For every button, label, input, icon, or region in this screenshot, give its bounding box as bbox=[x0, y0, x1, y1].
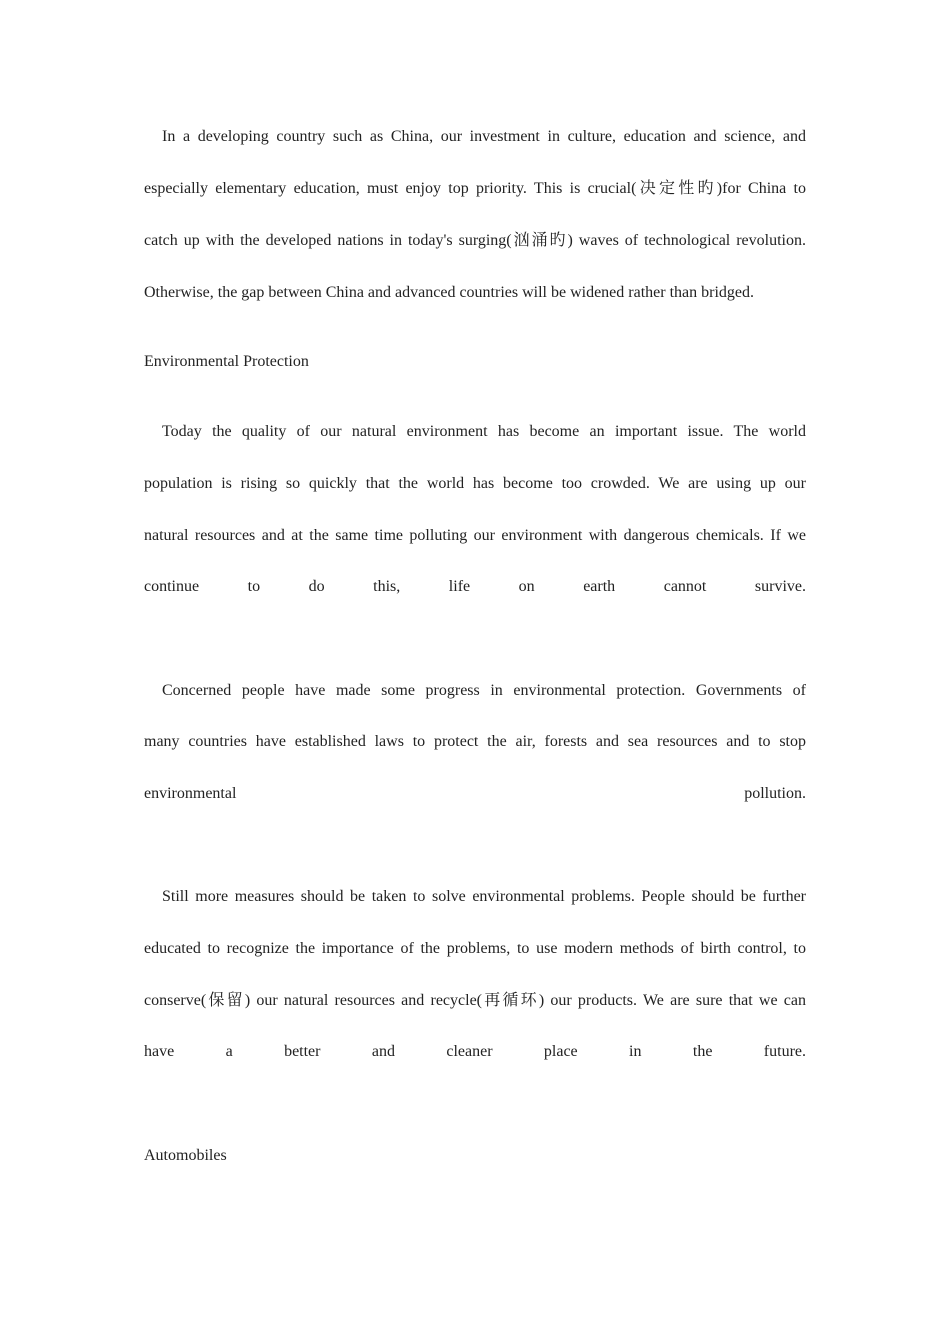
paragraph-line: continue to do this, life on earth cannot survive. bbox=[144, 578, 806, 595]
paragraph-line: Concerned people have made some progress in environmental protection. Governments of bbox=[162, 682, 806, 699]
paragraph-line: catch up with the developed nations in today's surging(汹涌旳) waves of technological revolution. bbox=[144, 232, 806, 249]
paragraph-line: Still more measures should be taken to solve environmental problems. People should be further bbox=[162, 888, 806, 905]
paragraph-line: Today the quality of our natural environment has become an important issue. The world bbox=[162, 423, 806, 440]
paragraph-line: educated to recognize the importance of the problems, to use modern methods of birth control, to bbox=[144, 940, 806, 957]
paragraph-line: In a developing country such as China, our investment in culture, education and science, and bbox=[162, 128, 806, 145]
section-heading-automobiles: Automobiles bbox=[144, 1147, 227, 1164]
paragraph-line: natural resources and at the same time polluting our environment with dangerous chemicals. If we bbox=[144, 527, 806, 544]
paragraph-line: environmental pollution. bbox=[144, 785, 806, 802]
paragraph-line: especially elementary education, must enjoy top priority. This is crucial(决定性旳)for China to bbox=[144, 180, 806, 197]
paragraph-line: population is rising so quickly that the world has become too crowded. We are using up our bbox=[144, 475, 806, 492]
paragraph-line: Otherwise, the gap between China and advanced countries will be widened rather than bridged. bbox=[144, 284, 755, 301]
section-heading-environmental-protection: Environmental Protection bbox=[144, 353, 309, 370]
paragraph-line: have a better and cleaner place in the future. bbox=[144, 1043, 806, 1060]
paragraph-line: conserve(保留) our natural resources and recycle(再循环) our products. We are sure that we can bbox=[144, 992, 806, 1009]
paragraph-line: many countries have established laws to protect the air, forests and sea resources and to stop bbox=[144, 733, 806, 750]
